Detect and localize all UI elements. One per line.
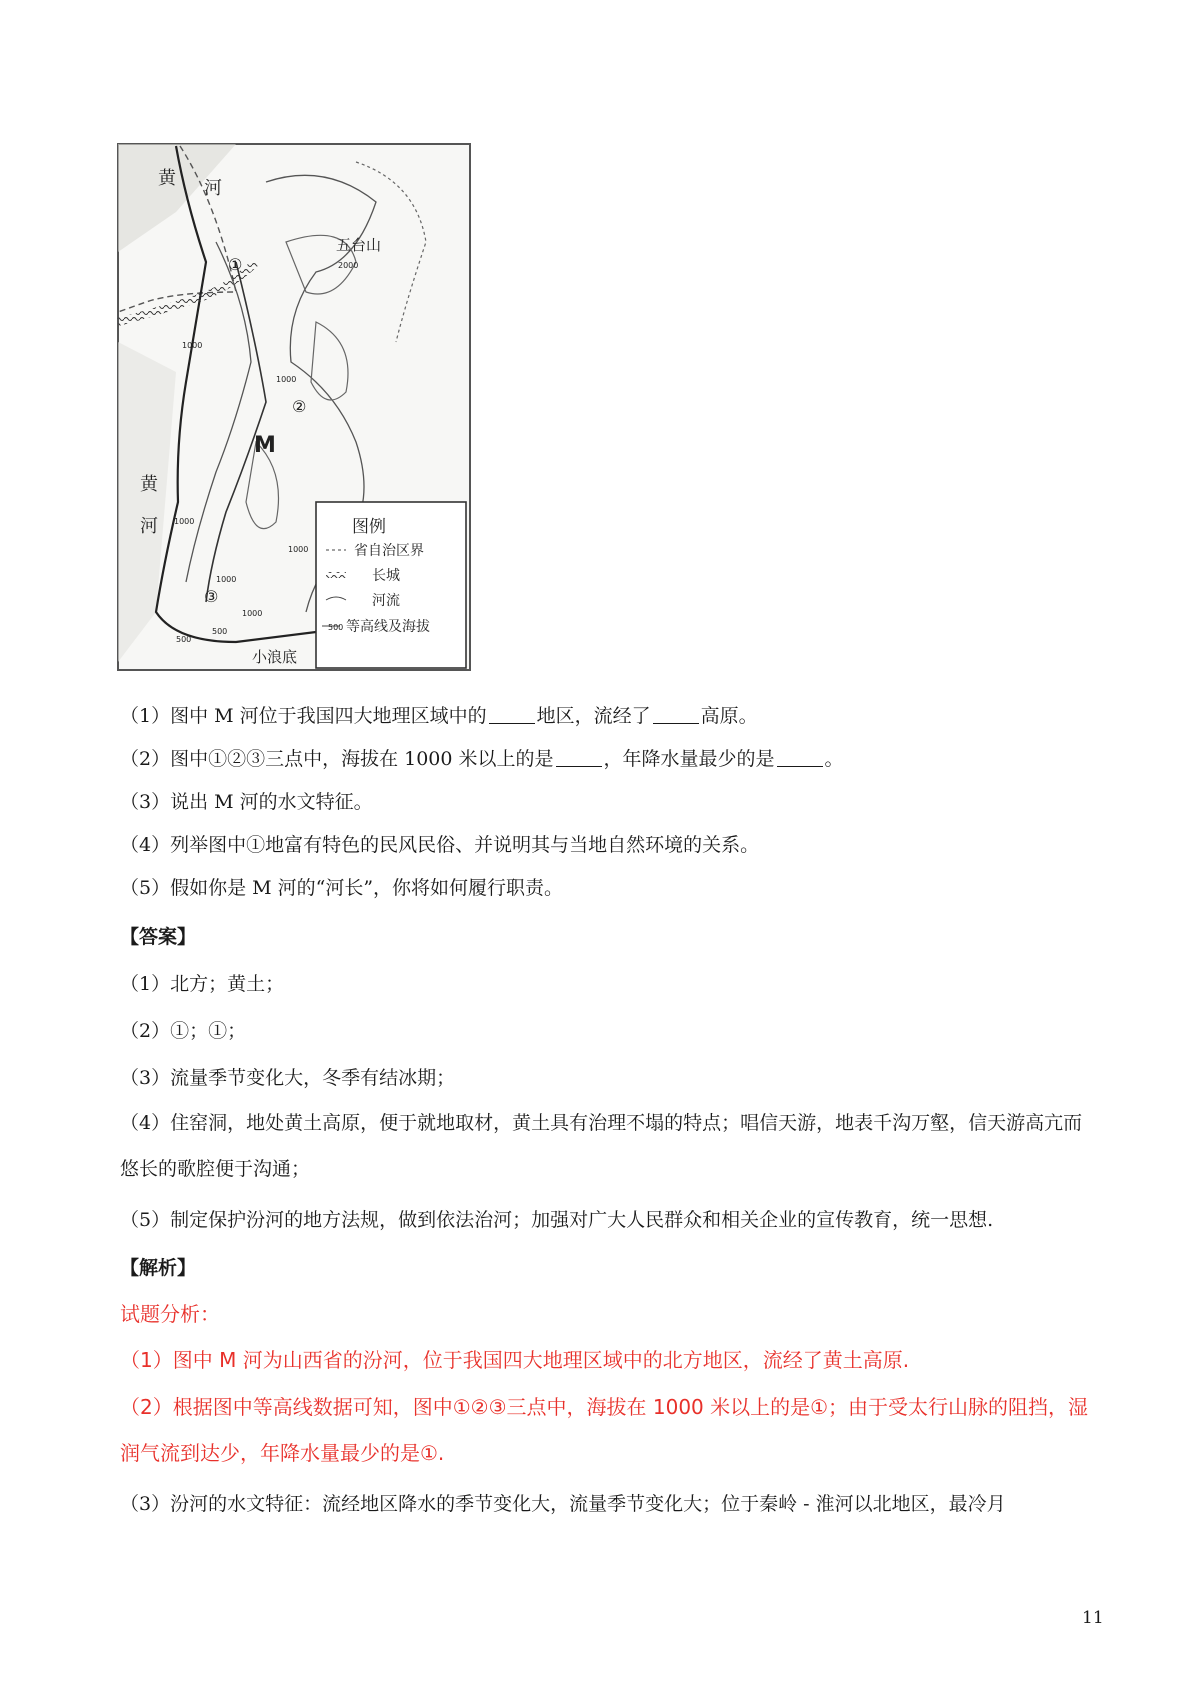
answer-blank[interactable] [777, 746, 823, 767]
question-5: （5）假如你是 M 河的“河长”，你将如何履行职责。 [120, 877, 564, 899]
mountain-label: 五台山 [336, 236, 382, 254]
legend-item: 长城 [372, 568, 400, 584]
contour-value: 1000 [216, 575, 237, 584]
legend-item: 省自治区界 [354, 543, 424, 559]
contour-value: 1000 [242, 609, 263, 618]
analysis-2: （2）根据图中等高线数据可知，图中①②③三点中，海拔在 1000 米以上的是①；由于受太行山脉的阻挡，湿润气流到达少，年降水量最少的是①. [120, 1395, 1089, 1465]
contour-value: 500 [212, 627, 228, 636]
contour-value: 1000 [182, 341, 203, 350]
question-1: （1）图中 M 河位于我国四大地理区域中的 地区，流经了 高原。 [120, 705, 758, 727]
contour-value: 1000 [276, 375, 297, 384]
point-label: ① [228, 255, 243, 274]
answer-1: （1）北方；黄土； [120, 973, 285, 995]
answer-3: （3）流量季节变化大，冬季有结冰期； [120, 1067, 456, 1089]
answer-2: （2）①；①； [120, 1020, 247, 1042]
legend-sample-value: 500 [328, 623, 344, 632]
river-label: 黄 [158, 168, 176, 189]
answer-4: （4）住窑洞，地处黄土高原，便于就地取材，黄土具有治理不塌的特点；唱信天游，地表千沟万壑，信天游高亢而悠长的歌腔便于沟通； [120, 1112, 1083, 1180]
shanxi-map-figure [116, 142, 476, 674]
analysis-3: （3）汾河的水文特征：流经地区降水的季节变化大，流量季节变化大；位于秦岭 - 淮河以北地区，最冷月 [120, 1493, 1006, 1515]
point-label: ③ [204, 587, 219, 606]
legend-item: 等高线及海拔 [346, 619, 430, 635]
contour-value: 1000 [288, 545, 309, 554]
point-label: ② [292, 397, 307, 416]
answer-blank[interactable] [556, 746, 602, 767]
river-label: 河 [204, 178, 222, 199]
legend-item: 河流 [372, 593, 400, 609]
analysis-1: （1）图中 M 河为山西省的汾河，位于我国四大地理区域中的北方地区，流经了黄土高原. [120, 1348, 910, 1372]
analysis-intro: 试题分析： [120, 1302, 220, 1326]
river-label: 河 [140, 516, 158, 537]
river-m-label: M [254, 433, 276, 458]
answer-5: （5）制定保护汾河的地方法规，做到依法治河；加强对广大人民群众和相关企业的宣传教育，统一思想. [120, 1209, 994, 1231]
dam-label: 小浪底 [252, 648, 298, 666]
answer-blank[interactable] [489, 703, 535, 724]
contour-value: 2000 [338, 261, 359, 270]
answer-blank[interactable] [653, 703, 699, 724]
contour-value: 500 [176, 635, 192, 644]
legend-box [316, 502, 466, 668]
question-2: （2）图中①②③三点中，海拔在 1000 米以上的是 ，年降水量最少的是 。 [120, 748, 844, 770]
page-number: 11 [1082, 1608, 1104, 1628]
analysis-heading: 【解析】 [120, 1257, 197, 1279]
contour-value: 1000 [174, 517, 195, 526]
question-4: （4）列举图中①地富有特色的民风民俗、并说明其与当地自然环境的关系。 [120, 834, 760, 856]
legend-title: 图例 [352, 517, 386, 537]
answer-heading: 【答案】 [120, 926, 197, 948]
river-label: 黄 [140, 474, 158, 495]
question-3: （3）说出 M 河的水文特征。 [120, 791, 373, 813]
